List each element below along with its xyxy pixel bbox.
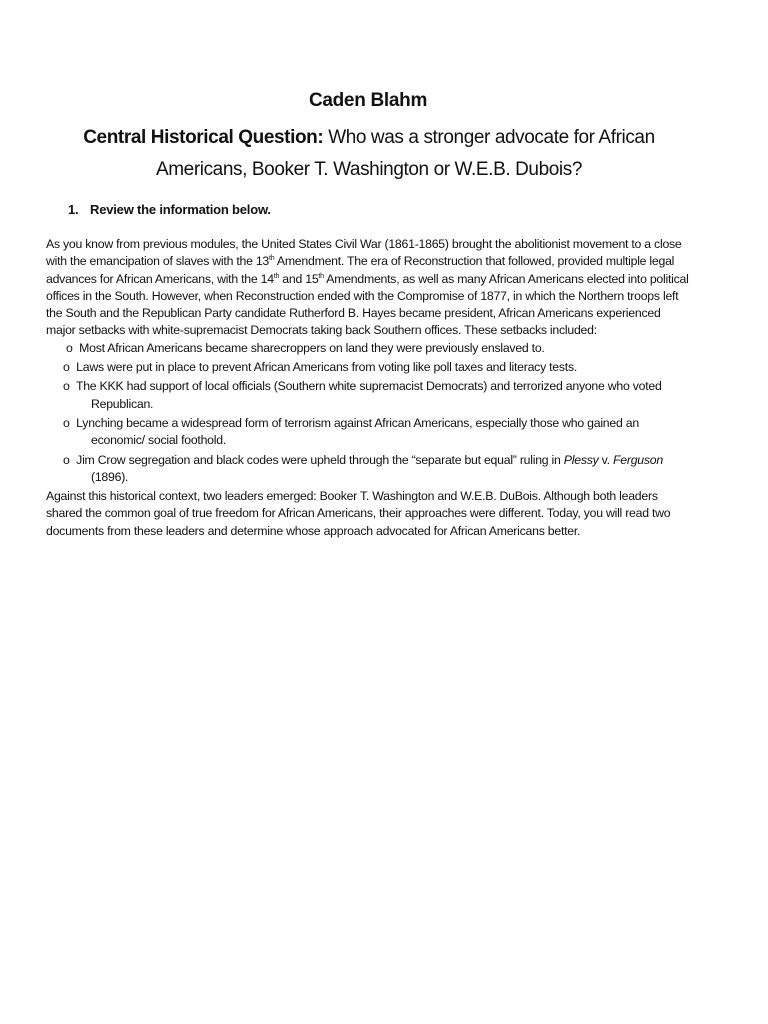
intro-paragraph bbox=[46, 236, 691, 340]
intro-text-2: Amendment. The era of Reconstruction that followed, provided multiple legal advances for African Americans, with the 14 bbox=[46, 254, 675, 286]
case-name-ferguson: Ferguson bbox=[613, 452, 663, 467]
list-item bbox=[46, 378, 691, 413]
bullet-marker: o bbox=[63, 360, 70, 375]
document-body bbox=[46, 236, 691, 540]
list-item-text: The KKK had support of local officials (Southern white supremacist Democrats) and terrorized anyone who voted Republican. bbox=[75, 379, 662, 411]
task-text: Review the information below. bbox=[90, 202, 271, 217]
intro-text-4: Amendments, as well as many African Americans elected into political offices in the South. However, when Reconstruction ended with the Compromise of 1877, in which the Northern troops left the South and the Republican Party candidate Rutherford B. Hayes became president, African Americans experienced major setbacks with white-supremacist Democrats taking back Southern offices. These setbacks included: bbox=[46, 271, 689, 338]
case-name-plessy: Plessy bbox=[563, 452, 599, 467]
list-item bbox=[46, 415, 691, 450]
task-instruction bbox=[68, 202, 271, 217]
list-item-text: Laws were put in place to prevent African Americans from voting like poll taxes and literacy tests. bbox=[76, 360, 578, 375]
list-item-text: Jim Crow segregation and black codes were upheld through the “separate but equal” ruling in bbox=[76, 452, 564, 467]
intro-text-1: As you know from previous modules, the United States Civil War (1861-1865) brought the abolitionist movement to a close with the emancipation of slaves with the 13 bbox=[46, 237, 682, 269]
list-item-text: Lynching became a widespread form of terrorism against African Americans, especially those who gained an economic/ social foothold. bbox=[76, 415, 639, 448]
setbacks-list bbox=[46, 340, 691, 486]
task-number: 1. bbox=[68, 202, 79, 217]
bullet-marker: o bbox=[63, 415, 70, 430]
question-label: Central Historical Question: bbox=[83, 127, 324, 148]
bullet-marker: o bbox=[63, 379, 70, 394]
student-name: Caden Blahm bbox=[308, 90, 428, 111]
list-item bbox=[46, 452, 691, 487]
question-text: Who was a stronger advocate for African Americans, Booker T. Washington or W.E.B. Dubois? bbox=[155, 127, 655, 180]
ordinal-suffix: th bbox=[273, 272, 280, 280]
list-item bbox=[46, 359, 691, 376]
bullet-marker: o bbox=[63, 452, 70, 467]
central-historical-question bbox=[50, 122, 688, 186]
bullet-marker: o bbox=[66, 340, 73, 355]
intro-text-3: and 15 bbox=[279, 271, 319, 286]
conclusion-paragraph: Against this historical context, two leaders emerged: Booker T. Washington and W.E.B. DuBois. Although both leaders shared the common goal of true freedom for African Americans, their approaches were different. Today, you will read two documents from these leaders and determine whose approach advocated for African Americans better. bbox=[46, 489, 671, 538]
ordinal-suffix: th bbox=[318, 272, 324, 280]
list-item-text: Most African Americans became sharecroppers on land they were previously enslaved to. bbox=[79, 340, 545, 355]
list-item-text: (1896). bbox=[91, 469, 129, 484]
ordinal-suffix: th bbox=[269, 255, 275, 263]
list-item-text: v. bbox=[598, 452, 614, 467]
list-item bbox=[46, 340, 691, 357]
